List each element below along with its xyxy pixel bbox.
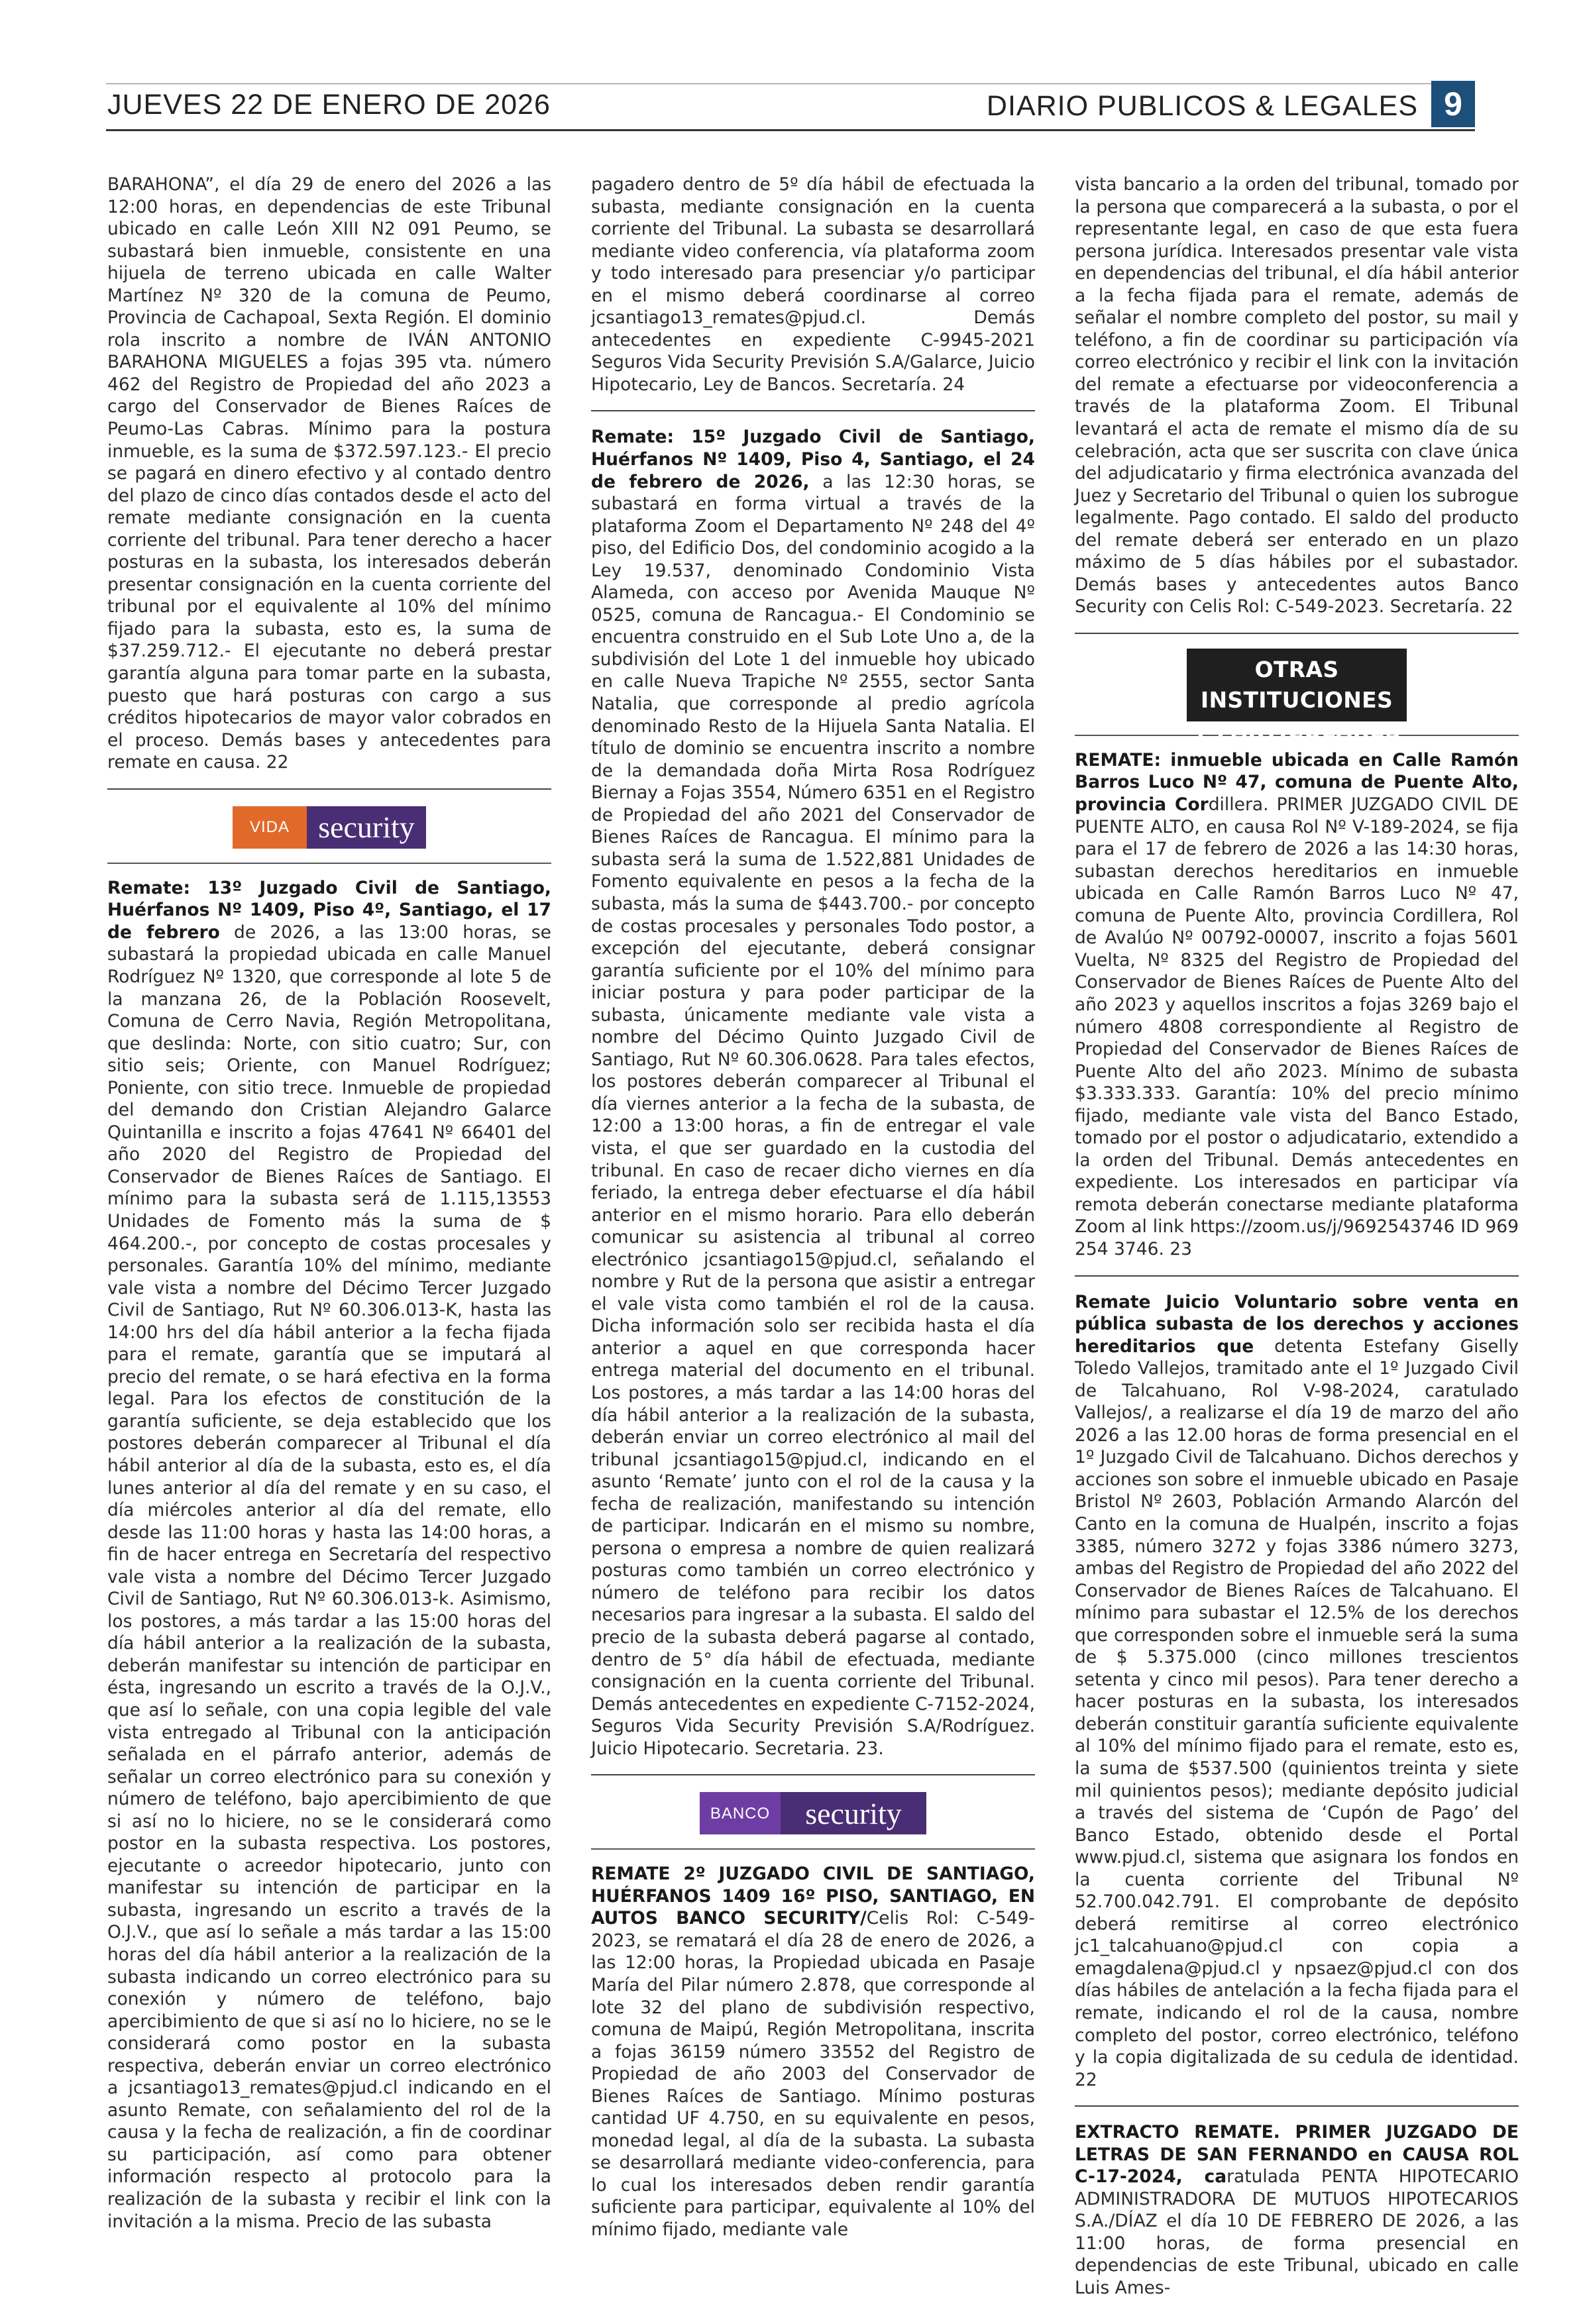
section-banner [1075, 649, 1519, 743]
notice: pagadero dentro de 5º día hábil de efectuada la subasta, mediante consignación en la cuenta corriente del Tribunal. La subasta se desarrollará mediante video conferencia, vía plataforma zoom y todo interesado para presenciar y/o participar en el mismo deberá coordinarse al correo jcsantiago13_remates@pjud.cl. Demás antecedentes en expediente C-9945-2021 Seguros Vida Security Previsión S.A/Galarce, Juicio Hipotecario, Ley de Bancos. Secretaría. 24 [591, 174, 1035, 395]
divider [107, 863, 551, 864]
section-banner-line1: OTRAS INSTITUCIONES [1200, 656, 1393, 713]
divider [1075, 1275, 1519, 1277]
column-1 [107, 174, 551, 2233]
divider [591, 1774, 1035, 1775]
notice: vista bancario a la orden del tribunal, tomado por la persona que comparecerá a la subasta, o por el representante legal, en caso de que esta fuera persona jurídica. Interesados presentar vale vista en dependencias del tribunal, el día hábil anterior a la fecha fijada para el remate, además de señalar el nombre completo del postor, su mail y teléfono, a fin de coordinar su participación vía correo electrónico y recibir el link con la invitación del remate a efectuarse por videoconferencia a través de la plataforma Zoom. El Tribunal levantará el acta de remate el mismo día de su celebración, acta que ser suscrita con clave única del adjudicatario y firma electrónica avanzada del Juez y Secretario del Tribunal o quien los subrogue legalmente. Pago contado. El saldo del producto del remate deberá ser enterado en un plazo máximo de 5 días hábiles por el subastador. Demás bases y antecedentes autos Banco Security con Celis Rol: C-549-2023. Secretaría. 22 [1075, 174, 1519, 617]
notice: REMATE 2º JUZGADO CIVIL DE SANTIAGO, HUÉRFANOS 1409 16º PISO, SANTIAGO, EN AUTOS BANCO SECURITY/Celis Rol: C-549-2023, se rematará el día 28 de enero de 2026, a las 12:00 horas, la Propiedad ubicada en Pasaje María del Pilar número 2.878, que corresponde al lote 32 del plano de subdivisión respectivo, comuna de Maipú, Región Metropolitana, inscrita a fojas 36159 número 33552 del Registro de Propiedad de año 2003 del Conservador de Bienes Raíces de Santiago. Mínimo posturas cantidad UF 4.750, en su equivalente en pesos, monedad legal, al día de la subasta. La subasta se desarrollará mediante video-conferencia, para lo cual los interesados deben rendir garantía suficiente para participar, equivalente al 10% del mínimo fijado, mediante vale [591, 1864, 1035, 2241]
header-rule [106, 129, 1475, 131]
banco-logo-prefix: BANCO [700, 1792, 781, 1834]
issue-date: JUEVES 22 DE ENERO DE 2026 [107, 89, 551, 121]
notice-heading: Remate: 13º Juzgado Civil de Santiago, Huérfanos Nº 1409, Piso 4º, Santiago, el 17 de febrero [107, 877, 551, 943]
column-2 [591, 174, 1035, 2241]
vida-security-logo [107, 804, 551, 851]
page-number: 9 [1431, 81, 1475, 127]
notice: EXTRACTO REMATE. PRIMER JUZGADO DE LETRAS DE SAN FERNANDO en CAUSA ROL C-17-2024, caratulada PENTA HIPOTECARIO ADMINISTRADORA DE MUTUOS HIPOTECARIOS S.A./DÍAZ el día 10 DE FEBRERO DE 2026, a las 11:00 horas, de forma presencial en dependencias de este Tribunal, ubicado en calle Luis Ames- [1075, 2122, 1519, 2299]
divider [107, 788, 551, 790]
notice: Remate: 13º Juzgado Civil de Santiago, Huérfanos Nº 1409, Piso 4º, Santiago, el 17 de febrero de 2026, a las 13:00 horas, se subastará la propiedad ubicada en calle Manuel Rodríguez Nº 1320, que corresponde al lote 5 de la manzana 26, de la Población Roosevelt, Comuna de Cerro Navia, Región Metropolitana, que deslinda: Norte, con sitio cuatro; Sur, con sitio seis; Oriente, con Manuel Rodríguez; Poniente, con sitio trece. Inmueble de propiedad del demando don Cristian Alejandro Galarce Quintanilla e inscrito a fojas 47641 Nº 66401 del año 2020 del Registro de Propiedad del Conservador de Bienes Raíces de Santiago. El mínimo para la subasta será de 1.115,13553 Unidades de Fomento más la suma de $ 464.200.-, por concepto de costas procesales y personales. Garantía 10% del mínimo, mediante vale vista a nombre del Décimo Tercer Juzgado Civil de Santiago, Rut Nº 60.306.013-K, hasta las 14:00 hrs del día hábil anterior a la fecha fijada para el remate, garantía que se imputará al precio del remate, o se hará efectiva en la forma legal. Para los efectos de constitución de la garantía suficiente, se deja establecido que los postores deberán comparecer al Tribunal el día hábil anterior al día de la subasta, esto es, el día lunes anterior al día del remate y en su caso, el día miércoles anterior al día del remate, ello desde las 11:00 horas y hasta las 14:00 horas, a fin de hacer entrega en Secretaría del respectivo vale vista a nombre del Décimo Tercer Juzgado Civil de Santiago, Rut Nº 60.306.013-k. Asimismo, los postores, a más tardar a las 15:00 horas del día hábil anterior a la realización de la subasta, deberán manifestar su intención de participar en ésta, ingresando un escrito a través de la O.J.V., que así lo señale, con una copia legible del vale vista entregado al Tribunal con la anticipación señalada en el párrafo anterior, además de señalar un correo electrónico para su conexión y número de teléfono, bajo apercibimiento de que si así no lo hiciere, no se le considerará como postor en la subasta respectiva. Los postores, ejecutante o acreedor hipotecario, junto con manifestar su intención de participar en la subasta, ingresando un escrito a través de la O.J.V., que así lo señale a más tardar a las 15:00 horas del día hábil anterior a la realización de la subasta indicando un correo electrónico para su conexión y número de teléfono, bajo apercibimiento de que si así no lo hiciere, no se le considerará como postor en la subasta respectiva, deberán enviar un correo electrónico a jcsantiago13_remates@pjud.cl indicando en el asunto Remate, con señalamiento del rol de la causa y la fecha de realización, a fin de coordinar su participación, así como para obtener información respecto al protocolo para la realización de la subasta y recibir el link con la invitación a la misma. Precio de las subasta [107, 877, 551, 2232]
column-3 [1075, 174, 1519, 2299]
divider [591, 1848, 1035, 1850]
divider [591, 410, 1035, 411]
notice: Remate Juicio Voluntario sobre venta en pública subasta de los derechos y acciones hereditarios que detenta Estefany Giselly Toledo Vallejos, tramitado ante el 1º Juzgado Civil de Talcahuano, Rol V-98-2024, caratulado Vallejos/, a realizarse el día 19 de marzo del año 2026 a las 12.00 horas de forma presencial en el 1º Juzgado Civil de Talcahuano. Dichos derechos y acciones son sobre el inmueble ubicado en Pasaje Bristol Nº 2603, Población Armando Alarcón del Canto en la comuna de Hualpén, inscrito a fojas 3385, número 3272 y fojas 3386 número 3273, ambas del Registro de Propiedad del año 2022 del Conservador de Bienes Raíces de Talcahuano. El mínimo para subastar el 12.5% de los derechos que corresponden sobre el inmueble será la suma de $ 5.375.000 (cinco millones trescientos setenta y cinco mil pesos). Para tener derecho a hacer posturas en la subasta, los interesados deberán constituir garantía suficiente equivalente al 10% del mínimo fijado para el remate, esto es, la suma de $537.500 (quinientos treinta y siete mil quinientos pesos); mediante depósito judicial a través del sistema de ‘Cupón de Pago’ del Banco Estado, obtenido desde el Portal www.pjud.cl, sistema que asignara los fondos en la cuenta corriente del Tribunal Nº 52.700.042.791. El comprobante de depósito deberá remitirse al correo electrónico jc1_talcahuano@pjud.cl con copia a emagdalena@pjud.cl y npsaez@pjud.cl con dos días hábiles de antelación a la fecha fijada para el remate, indicando el rol de la causa, nombre completo del postor, correo electrónico, teléfono y la copia digitalizada de su cedula de identidad. 22 [1075, 1291, 1519, 2090]
vida-logo-prefix: VIDA [233, 806, 307, 849]
section-banner-line2: Y PARTICULARES [1192, 717, 1401, 743]
notice-heading: Remate: 15º Juzgado Civil de Santiago, Huérfanos Nº 1409, Piso 4, Santiago, el 24 de febrero de 2026, [591, 427, 1035, 492]
notice: BARAHONA”, el día 29 de enero del 2026 a las 12:00 horas, en dependencias de este Tribunal ubicado en calle León XIII N2 091 Peumo, se subastará bien inmueble, consistente en una hijuela de terreno ubicada en calle Walter Martínez Nº 320 de la comuna de Peumo, Provincia de Cachapoal, Sexta Región. El dominio rola inscrito a nombre de IVÁN ANTONIO BARAHONA MIGUELES a fojas 395 vta. número 462 del Registro de Propiedad del año 2023 a cargo del Conservador de Bienes Raíces de Peumo-Las Cabras. Mínimo para la postura inmueble, es la suma de $372.597.123.- El precio se pagará en dinero efectivo y al contado dentro del plazo de cinco días contados desde el acto del remate mediante consignación en la cuenta corriente del tribunal. Para tener derecho a hacer posturas en la subasta, los interesados deberán presentar consignación en la cuenta corriente del tribunal por el equivalente al 10% del mínimo fijado para la subasta, esto es, la suma de $37.259.712.- El ejecutante no deberá prestar garantía alguna para tomar parte en la subasta, puesto que hará posturas con cargo a sus créditos hipotecarios de mayor valor cobrados en el proceso. Demás bases y antecedentes para remate en causa. 22 [107, 174, 551, 773]
banco-logo-brand: security [781, 1792, 926, 1834]
page-header [106, 78, 1475, 131]
notice-heading: REMATE: inmueble ubicada en Calle Ramón Barros Luco Nº 47, comuna de Puente Alto, provincia Cor [1075, 749, 1519, 816]
notice-heading: Remate Juicio Voluntario sobre venta en pública subasta de los derechos y acciones hereditarios que [1075, 1291, 1519, 1357]
notice: Remate: 15º Juzgado Civil de Santiago, Huérfanos Nº 1409, Piso 4, Santiago, el 24 de febrero de 2026, a las 12:30 horas, se subastará en forma virtual a través de la plataforma Zoom el Departamento Nº 248 del 4º piso, del Edificio Dos, del condominio acogido a la Ley 19.537, denominado Condominio Vista Alameda, con acceso por Avenida Mauque Nº 0525, comuna de Rancagua.- El Condominio se encuentra construido en el Sub Lote Uno a, de la subdivisión del Lote 1 del inmueble hoy ubicado en calle Nueva Trapiche Nº 2555, sector Santa Natalia, que corresponde al predio agrícola denominado Resto de la Hijuela Santa Natalia. El título de dominio se encuentra inscrito a nombre de la demandada doña Mirta Rosa Rodríguez Biernay a Fojas 3554, Número 6351 en el Registro de Propiedad del año 2021 del Conservador de Bienes Raíces de Rancagua. El mínimo para la subasta será la suma de 1.522,881 Unidades de Fomento equivalente en pesos a la fecha de la subasta, más la suma de $443.700.- por concepto de costas procesales y personales Todo postor, a excepción del ejecutante, deberá consignar garantía suficiente por el 10% del mínimo para iniciar postura y para poder participar de la subasta, únicamente mediante vale vista a nombre del Décimo Quinto Juzgado Civil de Santiago, Rut Nº 60.306.0628. Para tales efectos, los postores deberán comparecer al Tribunal el día viernes anterior a la fecha de la subasta, de 12:00 a 13:00 horas, a fin de entregar el vale vista, el que ser guardado en la custodia del tribunal. En caso de recaer dicho viernes en día feriado, la entrega deber efectuarse el día hábil anterior en el mismo horario. Para ello deberán comunicar su asistencia al tribunal al correo electrónico jcsantiago15@pjud.cl, señalando el nombre y Rut de la persona que asistir a entregar el vale vista como también el rol de la causa. Dicha información solo ser recibida hasta el día anterior a aquel en que corresponda hacer entrega material del documento en el tribunal. Los postores, a más tardar a las 14:00 horas del día hábil anterior a la realización de la subasta, deberán enviar un correo electrónico al mail del tribunal jcsantiago15@pjud.cl, indicando en el asunto ‘Remate’ junto con el rol de la causa y la fecha de realización, manifestando su intención de participar. Indicarán en el mismo su nombre, persona o empresa a nombre de quien realizará posturas como también un correo electrónico y número de teléfono para recibir los datos necesarios para ingresar a la subasta. El saldo del precio de la subasta deberá pagarse al contado, dentro de 5° día hábil de efectuada, mediante consignación en la cuenta corriente del Tribunal. Demás antecedentes en expediente C-7152-2024, Seguros Vida Security Previsión S.A/Rodríguez. Juicio Hipotecario. Secretaria. 23. [591, 427, 1035, 1759]
header-top-rule [106, 83, 1475, 84]
notice-heading: REMATE 2º JUZGADO CIVIL DE SANTIAGO, HUÉRFANOS 1409 16º PISO, SANTIAGO, EN AUTOS BANCO SECURITY/ [591, 1864, 1035, 1929]
vida-logo-brand: security [307, 806, 426, 849]
notice-heading: EXTRACTO REMATE. PRIMER JUZGADO DE LETRAS DE SAN FERNANDO en CAUSA ROL C-17-2024, ca [1075, 2122, 1519, 2188]
divider [1075, 633, 1519, 634]
banco-security-logo [591, 1790, 1035, 1836]
publication-name: DIARIO PUBLICOS & LEGALES [986, 90, 1418, 122]
notice: REMATE: inmueble ubicada en Calle Ramón Barros Luco Nº 47, comuna de Puente Alto, provincia Cordillera. PRIMER JUZGADO CIVIL DE PUENTE ALTO, en causa Rol Nº V-189-2024, se fija para el 17 de febrero de 2026 a las 14:30 horas, subastan derechos hereditarios en inmueble ubicada en Calle Ramón Barros Luco Nº 47, comuna de Puente Alto, provincia Cordillera, Rol de Avalúo Nº 00792-00007, inscrito a fojas 5601 Vuelta, Nº 8325 del Registro de Propiedad del Conservador de Bienes Raíces de Puente Alto del año 2023 y aquellos inscritos a fojas 3269 bajo el número 4808 correspondiente al Registro de Propiedad del Conservador de Bienes Raíces de Puente Alto del año 2023. Mínimo de subasta $3.333.333. Garantía: 10% del precio mínimo fijado, mediante vale vista del Banco Estado, tomado por el postor o adjudicatario, extendido a la orden del Tribunal. Demás antecedentes en expediente. Los interesados en participar vía remota deberán conectarse mediante plataforma Zoom al link https://zoom.us/j/9692543746 ID 969 254 3746. 23 [1075, 749, 1519, 1259]
divider [1075, 2105, 1519, 2107]
